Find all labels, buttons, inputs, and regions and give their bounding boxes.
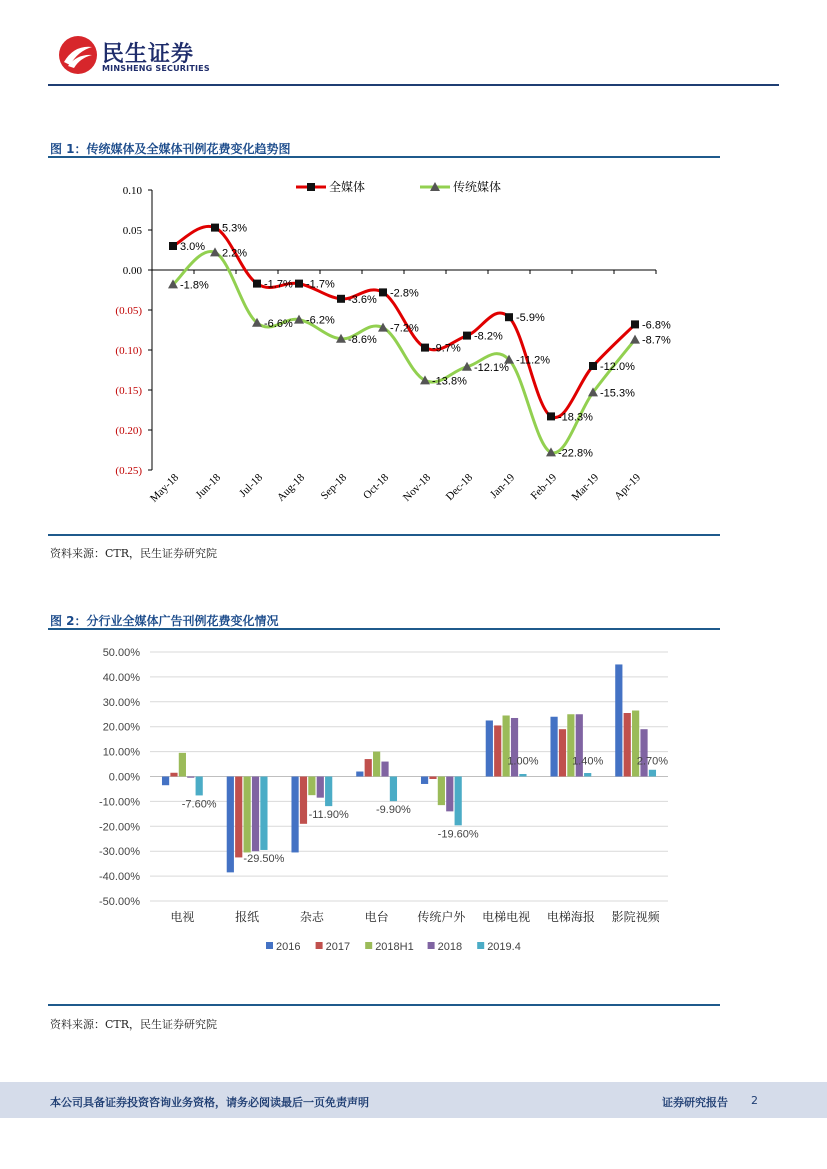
- data-label: 5.3%: [222, 222, 248, 235]
- footer-disclaimer: 本公司具备证券投资咨询业务资格，请务必阅读最后一页免责声明: [50, 1096, 369, 1109]
- bar: [429, 777, 436, 779]
- bar: [162, 777, 169, 786]
- y-tick-label: (0.10): [115, 345, 142, 357]
- bar: [584, 773, 591, 776]
- y-tick-label: -30.00%: [99, 846, 140, 859]
- bar: [624, 713, 631, 776]
- x-tick-label: Jul-18: [237, 471, 266, 500]
- chart-legend: [266, 941, 521, 953]
- bar: [252, 777, 259, 852]
- data-label: -8.7%: [642, 334, 671, 347]
- data-label: -12.1%: [474, 361, 509, 374]
- data-label: -7.60%: [181, 798, 217, 811]
- data-label: 1.00%: [507, 755, 539, 768]
- bar: [446, 777, 453, 812]
- legend-label: 2018H1: [375, 941, 414, 953]
- header-divider: [48, 84, 779, 86]
- bar: [486, 720, 493, 776]
- data-label: -15.3%: [600, 387, 635, 400]
- logo-chinese-text: 民生证券: [102, 42, 195, 67]
- y-tick-label: 30.00%: [102, 696, 140, 709]
- bar: [356, 772, 363, 777]
- data-point-square: [631, 320, 639, 328]
- data-point-square: [211, 224, 219, 232]
- x-tick-label: Jun-18: [193, 471, 224, 502]
- bar: [308, 777, 315, 796]
- bar: [365, 759, 372, 776]
- data-label: -13.8%: [432, 375, 467, 388]
- y-tick-label: 0.10: [122, 185, 142, 197]
- data-label: -1.8%: [180, 279, 209, 292]
- bar: [300, 777, 307, 824]
- data-label: 2.70%: [636, 755, 669, 768]
- data-point-square: [169, 242, 177, 250]
- data-label: -9.90%: [375, 804, 411, 817]
- bar: [438, 777, 445, 806]
- x-tick-label: 杂志: [299, 910, 324, 924]
- bar: [494, 725, 501, 776]
- legend-marker-square: [307, 183, 315, 191]
- legend-label: 2016: [276, 941, 301, 953]
- data-label: -6.2%: [306, 314, 335, 327]
- data-label: -8.6%: [348, 333, 377, 346]
- bar: [170, 773, 177, 777]
- x-tick-label: 电梯电视: [482, 910, 531, 924]
- figure2-bottom-rule: [48, 1004, 720, 1006]
- y-tick-label: 20.00%: [102, 721, 140, 734]
- legend-label: 2018: [437, 941, 463, 953]
- x-tick-label: 电台: [364, 910, 389, 924]
- y-tick-label: -50.00%: [99, 896, 140, 908]
- legend-label: 2019.4: [487, 941, 521, 953]
- bar: [179, 753, 186, 777]
- chart-legend: [296, 179, 501, 194]
- x-tick-label: Mar-19: [569, 471, 602, 504]
- x-tick-label: Sep-18: [318, 471, 350, 503]
- data-label: -18.3%: [558, 411, 593, 424]
- bar: [260, 777, 267, 850]
- legend-label: 全媒体: [329, 180, 366, 194]
- data-point-square: [589, 362, 597, 370]
- bar: [640, 729, 647, 776]
- bar: [291, 777, 298, 853]
- data-point-square: [379, 288, 387, 296]
- legend-swatch: [266, 942, 273, 949]
- y-tick-label: 0.05: [122, 225, 142, 237]
- x-tick-label: Aug-18: [274, 471, 308, 504]
- data-label: -1.7%: [264, 278, 293, 291]
- data-label: -8.2%: [474, 330, 503, 343]
- bar: [325, 777, 332, 807]
- y-tick-label: (0.15): [115, 385, 142, 397]
- data-point-square: [547, 412, 555, 420]
- x-tick-label: Apr-19: [612, 471, 644, 503]
- data-label: -2.8%: [390, 287, 419, 300]
- data-label: -3.6%: [348, 293, 377, 306]
- y-tick-label: (0.20): [115, 425, 142, 437]
- bar: [244, 777, 251, 853]
- x-tick-label: Jan-19: [487, 471, 518, 501]
- company-logo: [58, 35, 208, 79]
- data-label: -22.8%: [558, 447, 593, 460]
- legend-label: 传统媒体: [453, 180, 502, 194]
- bar: [187, 777, 194, 778]
- data-point-square: [295, 280, 303, 288]
- data-label: 1.40%: [572, 755, 604, 768]
- figure1-top-rule: [48, 156, 720, 158]
- data-label: 2.2%: [222, 247, 248, 260]
- data-label: -11.90%: [308, 809, 349, 822]
- data-label: -1.7%: [306, 278, 335, 291]
- data-label: -11.2%: [516, 354, 551, 367]
- bar: [381, 762, 388, 777]
- x-tick-label: 电视: [170, 910, 195, 924]
- x-tick-label: Feb-19: [528, 471, 560, 503]
- data-label: -6.8%: [642, 319, 671, 332]
- bar: [519, 774, 526, 776]
- figure2-title: 图 2：分行业全媒体广告刊例花费变化情况: [50, 614, 279, 628]
- data-label: -12.0%: [600, 361, 635, 373]
- figure2-top-rule: [48, 628, 720, 630]
- data-point-square: [505, 313, 513, 321]
- figure1-bottom-rule: [48, 534, 720, 536]
- bar: [373, 752, 380, 777]
- y-tick-label: 40.00%: [102, 671, 140, 684]
- y-tick-label: 50.00%: [102, 647, 140, 659]
- page-number: 2: [751, 1094, 758, 1107]
- x-tick-label: Oct-18: [361, 471, 392, 502]
- data-point-square: [463, 332, 471, 340]
- logo-english-text: MINSHENG SECURITIES: [102, 64, 210, 73]
- x-tick-label: May-18: [148, 471, 182, 505]
- data-label: -7.2%: [390, 322, 419, 335]
- legend-swatch: [428, 942, 435, 949]
- data-point-square: [421, 344, 429, 352]
- bar: [317, 777, 324, 798]
- legend-swatch: [365, 942, 372, 949]
- y-tick-label: -20.00%: [99, 821, 140, 834]
- x-tick-label: Nov-18: [400, 471, 434, 504]
- bar: [390, 777, 397, 802]
- figure1-source: 资料来源：CTR，民生证券研究院: [50, 547, 218, 560]
- bar: [196, 777, 203, 796]
- bar: [421, 777, 428, 784]
- y-tick-label: 0.00: [122, 265, 142, 277]
- bar: [649, 770, 656, 777]
- legend-label: 2017: [325, 941, 351, 953]
- x-tick-label: Dec-18: [443, 471, 476, 504]
- data-point-triangle: [630, 335, 640, 344]
- bar: [559, 729, 566, 776]
- y-tick-label: 0.00%: [108, 771, 140, 784]
- legend-swatch: [316, 942, 323, 949]
- data-label: -6.6%: [264, 317, 293, 330]
- y-tick-label: (0.25): [115, 465, 142, 477]
- x-tick-label: 报纸: [235, 910, 260, 924]
- figure1-title: 图 1：传统媒体及全媒体刊例花费变化趋势图: [50, 142, 291, 156]
- bar: [615, 664, 622, 776]
- x-tick-label: 传统户外: [417, 910, 466, 924]
- data-point-square: [253, 280, 261, 288]
- x-tick-label: 影院视频: [611, 910, 660, 924]
- line-chart: [48, 160, 720, 532]
- data-label: -9.7%: [432, 342, 461, 355]
- data-label: 3.0%: [180, 241, 206, 253]
- bar: [550, 717, 557, 777]
- legend-swatch: [477, 942, 484, 949]
- bar-chart: [48, 632, 720, 962]
- data-label: -5.9%: [516, 312, 545, 325]
- logo-mark-icon: [58, 35, 98, 75]
- figure2-source: 资料来源：CTR，民生证券研究院: [50, 1018, 218, 1031]
- bar: [235, 777, 242, 858]
- data-label: -29.50%: [243, 852, 285, 865]
- y-tick-label: -10.00%: [99, 796, 140, 809]
- data-label: -19.60%: [437, 828, 479, 841]
- data-point-square: [337, 295, 345, 303]
- x-tick-label: 电梯海报: [546, 910, 595, 924]
- y-tick-label: 10.00%: [102, 746, 140, 759]
- bar: [511, 718, 518, 777]
- bar: [227, 777, 234, 873]
- footer-report-type: 证券研究报告: [662, 1096, 728, 1109]
- bar: [455, 777, 462, 826]
- y-tick-label: -40.00%: [99, 871, 140, 884]
- y-tick-label: (0.05): [115, 305, 142, 317]
